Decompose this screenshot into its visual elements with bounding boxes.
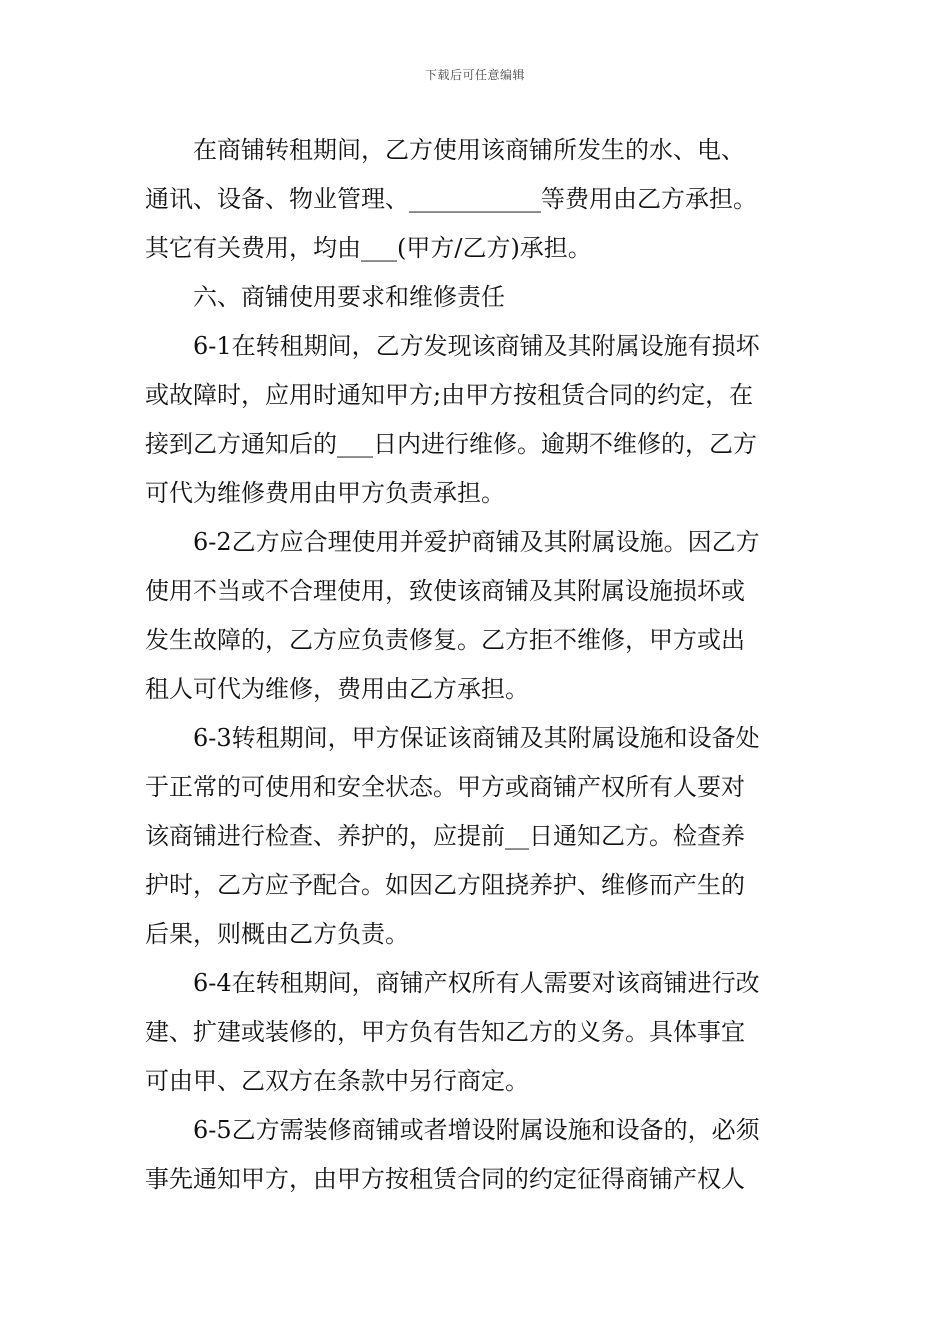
text-line: 建、扩建或装修的，甲方负有告知乙方的义务。具体事宜	[145, 1018, 745, 1046]
text-line: 可由甲、乙双方在条款中另行商定。	[145, 1067, 529, 1095]
text-line: 事先通知甲方，由甲方按租赁合同的约定征得商铺产权人	[145, 1165, 745, 1193]
text-line: 护时，乙方应予配合。如因乙方阻挠养护、维修而产生的	[145, 871, 745, 899]
clause-6-2	[145, 518, 805, 714]
text-line: 发生故障的，乙方应负责修复。乙方拒不维修，甲方或出	[145, 626, 745, 654]
clause-6-4	[145, 959, 805, 1106]
paragraph-fees	[145, 126, 805, 273]
text-line: 或故障时，应用时通知甲方;由甲方按租赁合同的约定，在	[145, 381, 754, 409]
text-line: 6-4在转租期间，商铺产权所有人需要对该商铺进行改	[193, 969, 760, 997]
text-line: 使用不当或不合理使用，致使该商铺及其附属设施损坏或	[145, 577, 745, 605]
text-line: 在商铺转租期间，乙方使用该商铺所发生的水、电、	[193, 136, 745, 164]
text-line: 6-1在转租期间，乙方发现该商铺及其附属设施有损坏	[193, 332, 760, 360]
text-line: 其它有关费用，均由___(甲方/乙方)承担。	[145, 234, 592, 262]
text-line: 通讯、设备、物业管理、___________等费用由乙方承担。	[145, 185, 757, 213]
clause-6-3	[145, 714, 805, 959]
text-line: 接到乙方通知后的___日内进行维修。逾期不维修的，乙方	[145, 430, 757, 458]
text-line: 6-5乙方需装修商铺或者增设附属设施和设备的，必须	[193, 1116, 760, 1144]
text-line: 6-3转租期间，甲方保证该商铺及其附属设施和设备处	[193, 724, 760, 752]
text-line: 后果，则概由乙方负责。	[145, 920, 409, 948]
document-body	[145, 126, 805, 1204]
clause-6-5	[145, 1106, 805, 1204]
clause-6-1	[145, 322, 805, 518]
text-line: 6-2乙方应合理使用并爱护商铺及其附属设施。因乙方	[193, 528, 760, 556]
text-line: 于正常的可使用和安全状态。甲方或商铺产权所有人要对	[145, 773, 745, 801]
section-heading	[145, 273, 805, 322]
text-line: 该商铺进行检查、养护的，应提前__日通知乙方。检查养	[145, 822, 745, 850]
page-header: 下载后可任意编辑	[424, 68, 525, 82]
text-line: 可代为维修费用由甲方负责承担。	[145, 479, 505, 507]
text-line: 租人可代为维修，费用由乙方承担。	[145, 675, 529, 703]
text-line: 六、商铺使用要求和维修责任	[193, 283, 505, 311]
